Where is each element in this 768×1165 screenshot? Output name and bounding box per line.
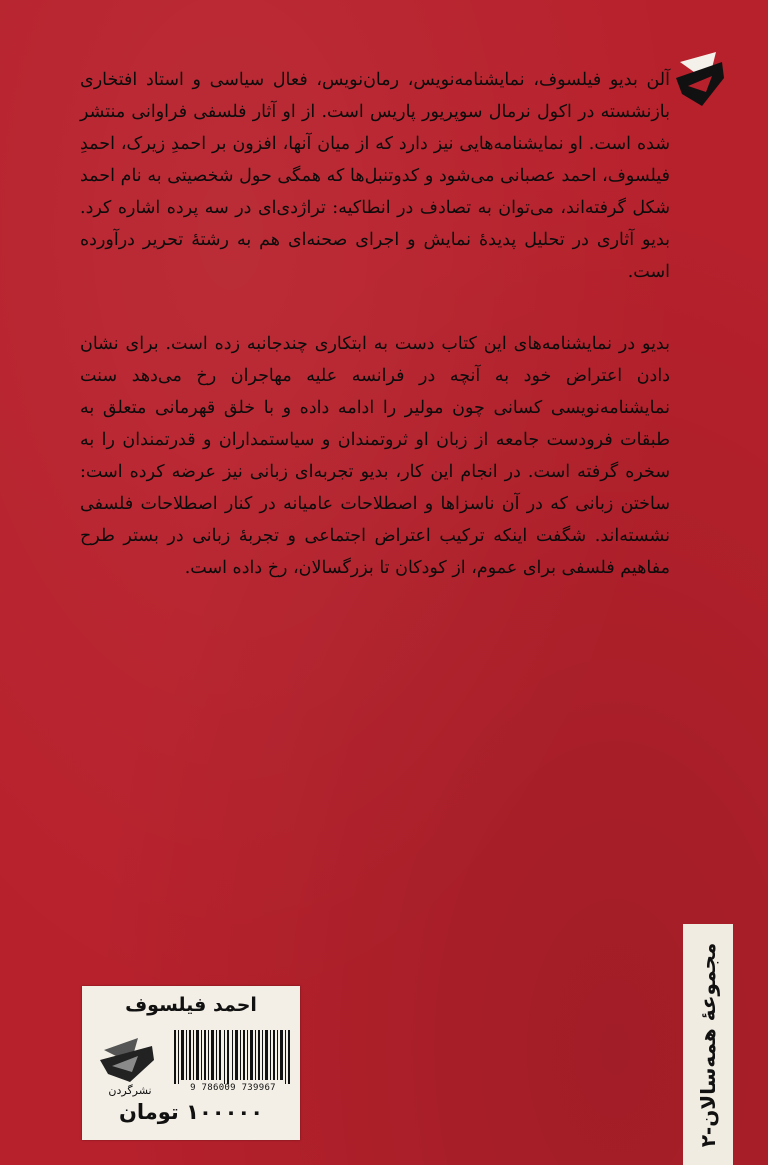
barcode-icon (172, 1030, 292, 1084)
author-bio-paragraph (80, 64, 670, 288)
price-label: ۱۰۰۰۰۰ تومان (118, 1100, 264, 1124)
paragraph-2: بدیو در نمایشنامه‌های این کتاب دست به ابتکاری چندجانبه زده است. برای نشان دادن اعتراض خود به آنچه در فرانسه علیه مهاجران رخ می‌دهد سنت نمایشنامه‌نویسی کسانی چون مولیر را ادامه داده و با خلق قهرمانی متعلق به طبقات فرودست جامعه از زبان او ثروتمندان و سیاستمداران و قدرتمندان را به سخره گرفته است. در انجام این کار، بدیو تجربه‌ای زبانی نیز عرضه کرده است: ساختن زبانی که در آن ناسزاها و اصطلاحات عامیانه در کنار اصطلاحات فلسفی نشسته‌اند. شگفت اینکه ترکیب اعتراض اجتماعی و تجربهٔ زبانی در بستر طرح مفاهیم فلسفی برای عموم، از کودکان تا بزرگسالان، رخ داده است. (80, 334, 670, 578)
publisher-name: نشرگردن (108, 1084, 152, 1097)
paragraph-1: آلن بدیو فیلسوف، نمایشنامه‌نویس، رمان‌نویس، فعال سیاسی و استاد افتخاری بازنشسته در اکول نرمال سوپریور پاریس است. از او آثار فلسفی فراوانی منتشر شده است. او نمایشنامه‌هایی نیز دارد که از میان آنها، افزون بر احمدِ زیرک، احمدِ فیلسوف، احمد عصبانی می‌شود و کدوتنبل‌ها که همگی حول شخصیتی به نام احمد شکل گرفته‌اند، می‌توان به تصادف در انطاکیه: تراژدی‌ای در سه پرده اشاره کرد. بدیو آثاری در تحلیل پدیدهٔ نمایش و اجرای صحنه‌ای هم به رشتهٔ تحریر درآورده است. (80, 70, 670, 282)
publisher-bird-logo-icon (98, 1032, 158, 1084)
series-label-text: مجموعهٔ همه‌سالان-۲ (696, 942, 720, 1147)
sticker-title: احمد فیلسوف (125, 994, 257, 1016)
isbn-digits: 9 786009 739967 (190, 1083, 276, 1093)
series-label (683, 924, 733, 1165)
price-sticker (82, 986, 300, 1140)
publisher-logo-icon (672, 48, 728, 110)
book-description-paragraph (80, 328, 670, 584)
